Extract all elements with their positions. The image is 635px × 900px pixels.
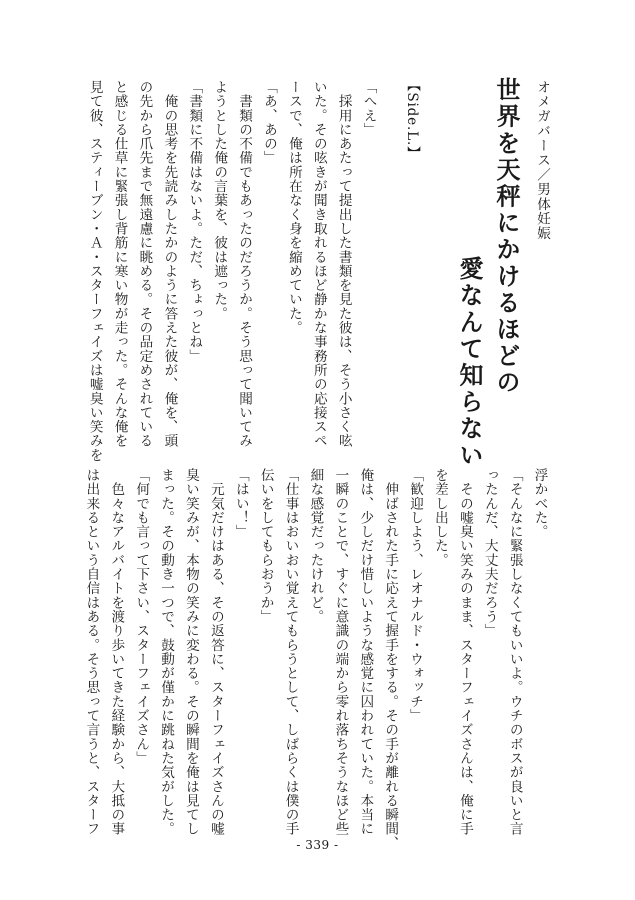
text-column: ったんだ、大丈夫だろう」 — [481, 468, 498, 638]
text-column: 俺は、少しだけ惜しいような感覚に囚われていた。本当に — [357, 468, 374, 836]
text-column: 「何でも言って下さい、スターフェイズさん」 — [133, 468, 150, 766]
text-column: その嘘臭い笑みのまま、スターフェイズさんは、俺に手 — [456, 468, 473, 836]
text-column: 「へえ」 — [360, 80, 377, 137]
text-column: 「あ、あの」 — [260, 80, 277, 165]
page-number: - 339 - — [296, 838, 339, 852]
text-column: 「はい！」 — [232, 468, 249, 539]
text-column: の先から爪先まで無遠慮に眺める。その品定めされている — [136, 80, 153, 448]
text-column: と感じる仕草に緊張し背筋に寒い物が走った。そんな俺を — [111, 80, 128, 448]
side-bracket-close: 】 — [404, 146, 420, 161]
text-column: 伝いをしてもらおうか」 — [257, 468, 274, 624]
text-column: まった。その動き一つで、鼓動が僅かに跳ねた気がした。 — [158, 468, 175, 836]
text-column: を差し出した。 — [431, 468, 448, 568]
text-column: 見て彼、スティーブン・Ａ・スターフェイズは嘘臭い笑みを — [86, 80, 103, 463]
text-column: 臭い笑みが、本物の笑みに変わる。その瞬間を俺は見てし — [182, 468, 199, 836]
text-column: ようとした俺の言葉を、彼は遮った。 — [211, 80, 228, 321]
text-column: 「仕事はおいおい覚えてもらうとして、しばらくは僕の手 — [282, 468, 299, 836]
text-column: いた。その呟きが聞き取れるほど静かな事務所の応接スペ — [310, 80, 327, 448]
side-label — [402, 78, 422, 161]
text-column: 「そんなに緊張しなくてもいいよ。ウチのボスが良いと言 — [506, 468, 523, 836]
text-column: 細な感覚だったけれど。 — [307, 468, 324, 624]
series-label: オメガバース／男体妊娠 — [534, 80, 550, 241]
text-column: 「書類に不備はないよ。ただ、ちょっとね」 — [186, 80, 203, 363]
side-label-text: Side.L. — [404, 92, 420, 147]
text-column: ースで、俺は所在なく身を縮めていた。 — [285, 80, 302, 335]
text-column: は出来るという自信はある。そう思って言うと、スターフ — [83, 468, 100, 836]
text-column: 俺の思考を先読みしたかのように答えた彼が、俺を、頭 — [161, 80, 178, 448]
text-column: 採用にあたって提出した書類を見た彼は、そう小さく呟 — [335, 80, 352, 448]
text-column: 一瞬のことで、すぐに意識の端から零れ落ちそうなほど些 — [332, 468, 349, 836]
text-column: 色々なアルバイトを渡り歩いてきた経験から、大抵の事 — [108, 468, 125, 836]
text-column: 書類の不備でもあったのだろうか。そう思って聞いてみ — [236, 80, 253, 448]
title-line-1: 世界を天秤にかけるほどの — [492, 77, 520, 397]
text-column: 「歓迎しよう、レオナルド・ウォッチ」 — [407, 468, 424, 723]
title-line-2: 愛なんて知らない — [455, 256, 483, 469]
text-column: 元気だけはある、その返答に、スターフェイズさんの嘘 — [207, 468, 224, 836]
text-column: 浮かべた。 — [531, 468, 548, 539]
side-bracket-open: 【 — [404, 78, 420, 93]
text-column: 伸ばされた手に応えて握手をする。その手が離れる瞬間、 — [382, 468, 399, 851]
